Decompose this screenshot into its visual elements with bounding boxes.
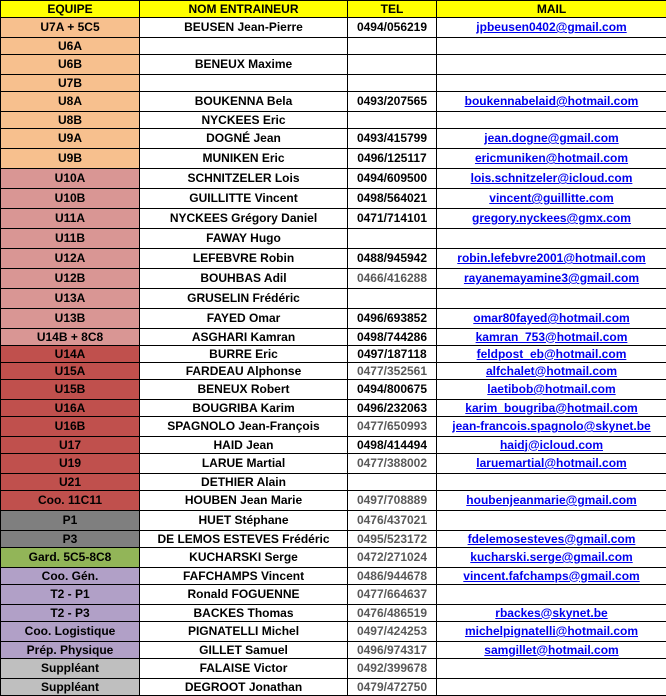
mail-cell bbox=[437, 55, 666, 75]
team-cell: U17 bbox=[1, 437, 140, 454]
mail-cell bbox=[437, 474, 666, 491]
table-row bbox=[1, 346, 666, 363]
table-row bbox=[1, 129, 666, 149]
coach-cell: PIGNATELLI Michel bbox=[140, 622, 348, 642]
team-cell: U7A + 5C5 bbox=[1, 18, 140, 38]
coach-cell: HAID Jean bbox=[140, 437, 348, 454]
tel-cell: 0466/416288 bbox=[348, 269, 437, 289]
tel-cell: 0497/187118 bbox=[348, 346, 437, 363]
tel-cell: 0497/424253 bbox=[348, 622, 437, 642]
mail-cell bbox=[437, 38, 666, 55]
coach-cell: KUCHARSKI Serge bbox=[140, 548, 348, 568]
mail-link[interactable]: rayanemayamine3@gmail.com bbox=[464, 271, 639, 285]
coach-cell bbox=[140, 38, 348, 55]
coach-cell: BOUHBAS Adil bbox=[140, 269, 348, 289]
tel-cell bbox=[348, 289, 437, 309]
table-row bbox=[1, 229, 666, 249]
team-cell: U14A bbox=[1, 346, 140, 363]
team-cell: Gard. 5C5-8C8 bbox=[1, 548, 140, 568]
team-cell: U13A bbox=[1, 289, 140, 309]
mail-link[interactable]: michelpignatelli@hotmail.com bbox=[465, 624, 638, 638]
mail-cell bbox=[437, 112, 666, 129]
tel-cell: 0493/415799 bbox=[348, 129, 437, 149]
coach-cell: BOUKENNA Bela bbox=[140, 92, 348, 112]
header-equipe: EQUIPE bbox=[1, 1, 140, 18]
table-row bbox=[1, 169, 666, 189]
coach-cell: BENEUX Robert bbox=[140, 380, 348, 400]
mail-cell bbox=[437, 329, 666, 346]
mail-cell bbox=[437, 511, 666, 531]
table-row bbox=[1, 289, 666, 309]
mail-cell bbox=[437, 346, 666, 363]
table-row bbox=[1, 249, 666, 269]
table-row bbox=[1, 18, 666, 38]
team-cell: Coo. Logistique bbox=[1, 622, 140, 642]
mail-link[interactable]: gregory.nyckees@gmx.com bbox=[472, 211, 631, 225]
mail-cell bbox=[437, 679, 666, 696]
coach-cell: DOGNÉ Jean bbox=[140, 129, 348, 149]
mail-cell bbox=[437, 659, 666, 679]
team-cell: U15B bbox=[1, 380, 140, 400]
table-row bbox=[1, 548, 666, 568]
team-cell: Coo. 11C11 bbox=[1, 491, 140, 511]
mail-link[interactable]: vincent.fafchamps@gmail.com bbox=[463, 569, 639, 583]
mail-link[interactable]: laetibob@hotmail.com bbox=[487, 382, 615, 396]
tel-cell: 0496/974317 bbox=[348, 642, 437, 659]
mail-link[interactable]: lois.schnitzeler@icloud.com bbox=[471, 171, 633, 185]
coach-cell: HOUBEN Jean Marie bbox=[140, 491, 348, 511]
mail-cell bbox=[437, 454, 666, 474]
coach-cell: NYCKEES Eric bbox=[140, 112, 348, 129]
tel-cell: 0476/437021 bbox=[348, 511, 437, 531]
coach-cell: BACKES Thomas bbox=[140, 605, 348, 622]
team-cell: P1 bbox=[1, 511, 140, 531]
team-cell: T2 - P1 bbox=[1, 585, 140, 605]
coach-cell: DE LEMOS ESTEVES Frédéric bbox=[140, 531, 348, 548]
table-row bbox=[1, 417, 666, 437]
mail-cell bbox=[437, 417, 666, 437]
mail-cell bbox=[437, 437, 666, 454]
tel-cell: 0472/271024 bbox=[348, 548, 437, 568]
mail-cell bbox=[437, 309, 666, 329]
header-nom-entraineur: NOM ENTRAINEUR bbox=[140, 1, 348, 18]
team-cell: U13B bbox=[1, 309, 140, 329]
team-cell: T2 - P3 bbox=[1, 605, 140, 622]
mail-cell bbox=[437, 642, 666, 659]
team-cell: U12B bbox=[1, 269, 140, 289]
coach-cell: BEUSEN Jean-Pierre bbox=[140, 18, 348, 38]
team-cell: U8A bbox=[1, 92, 140, 112]
tel-cell: 0496/125117 bbox=[348, 149, 437, 169]
coach-cell bbox=[140, 75, 348, 92]
tel-cell: 0498/414494 bbox=[348, 437, 437, 454]
table-row bbox=[1, 55, 666, 75]
mail-link[interactable]: samgillet@hotmail.com bbox=[484, 643, 618, 657]
table-row bbox=[1, 585, 666, 605]
tel-cell: 0492/399678 bbox=[348, 659, 437, 679]
mail-cell bbox=[437, 129, 666, 149]
team-cell: U15A bbox=[1, 363, 140, 380]
table-row bbox=[1, 329, 666, 346]
tel-cell bbox=[348, 112, 437, 129]
team-cell: Prép. Physique bbox=[1, 642, 140, 659]
table-body bbox=[1, 18, 666, 696]
header-row bbox=[1, 1, 666, 18]
tel-cell: 0498/564021 bbox=[348, 189, 437, 209]
mail-cell bbox=[437, 229, 666, 249]
tel-cell: 0493/207565 bbox=[348, 92, 437, 112]
mail-link[interactable]: haidj@icloud.com bbox=[500, 438, 603, 452]
coach-cell: ASGHARI Kamran bbox=[140, 329, 348, 346]
table-row bbox=[1, 531, 666, 548]
coach-cell: NYCKEES Grégory Daniel bbox=[140, 209, 348, 229]
mail-cell bbox=[437, 548, 666, 568]
table-row bbox=[1, 568, 666, 585]
coach-cell: FAWAY Hugo bbox=[140, 229, 348, 249]
table-row bbox=[1, 437, 666, 454]
mail-cell bbox=[437, 531, 666, 548]
table-row bbox=[1, 642, 666, 659]
tel-cell: 0494/800675 bbox=[348, 380, 437, 400]
team-cell: U9B bbox=[1, 149, 140, 169]
mail-cell bbox=[437, 18, 666, 38]
coach-cell: GRUSELIN Frédéric bbox=[140, 289, 348, 309]
mail-cell bbox=[437, 400, 666, 417]
coach-cell: BURRE Eric bbox=[140, 346, 348, 363]
tel-cell: 0486/944678 bbox=[348, 568, 437, 585]
table-row bbox=[1, 380, 666, 400]
coach-cell: FALAISE Victor bbox=[140, 659, 348, 679]
table-row bbox=[1, 269, 666, 289]
mail-cell bbox=[437, 169, 666, 189]
tel-cell: 0479/472750 bbox=[348, 679, 437, 696]
coach-cell: FARDEAU Alphonse bbox=[140, 363, 348, 380]
table-row bbox=[1, 363, 666, 380]
tel-cell: 0476/486519 bbox=[348, 605, 437, 622]
team-cell: U10A bbox=[1, 169, 140, 189]
team-cell: U8B bbox=[1, 112, 140, 129]
team-cell: U14B + 8C8 bbox=[1, 329, 140, 346]
team-cell: U10B bbox=[1, 189, 140, 209]
mail-link[interactable]: kucharski.serge@gmail.com bbox=[470, 550, 632, 564]
tel-cell bbox=[348, 55, 437, 75]
coach-cell: Ronald FOGUENNE bbox=[140, 585, 348, 605]
table-row bbox=[1, 149, 666, 169]
table-row bbox=[1, 209, 666, 229]
mail-link[interactable]: omar80fayed@hotmail.com bbox=[473, 311, 629, 325]
mail-link[interactable]: ericmuniken@hotmail.com bbox=[475, 151, 628, 165]
mail-link[interactable]: kamran_753@hotmail.com bbox=[476, 330, 628, 344]
table-row bbox=[1, 309, 666, 329]
mail-link[interactable]: alfchalet@hotmail.com bbox=[486, 364, 617, 378]
mail-link[interactable]: boukennabelaid@hotmail.com bbox=[465, 94, 639, 108]
mail-cell bbox=[437, 189, 666, 209]
mail-link[interactable]: jean.dogne@gmail.com bbox=[484, 131, 618, 145]
coach-cell: BOUGRIBA Karim bbox=[140, 400, 348, 417]
mail-cell bbox=[437, 149, 666, 169]
team-cell: Coo. Gén. bbox=[1, 568, 140, 585]
tel-cell: 0497/708889 bbox=[348, 491, 437, 511]
coach-cell: LEFEBVRE Robin bbox=[140, 249, 348, 269]
coach-cell: HUET Stéphane bbox=[140, 511, 348, 531]
mail-link[interactable]: vincent@guillitte.com bbox=[489, 191, 613, 205]
table-row bbox=[1, 189, 666, 209]
table-row bbox=[1, 400, 666, 417]
mail-cell bbox=[437, 289, 666, 309]
mail-cell bbox=[437, 209, 666, 229]
table-row bbox=[1, 679, 666, 696]
table-row bbox=[1, 605, 666, 622]
coach-cell: GILLET Samuel bbox=[140, 642, 348, 659]
table-row bbox=[1, 454, 666, 474]
coach-cell: DEGROOT Jonathan bbox=[140, 679, 348, 696]
mail-cell bbox=[437, 92, 666, 112]
mail-link[interactable]: rbackes@skynet.be bbox=[495, 606, 607, 620]
table-row bbox=[1, 622, 666, 642]
mail-link[interactable]: feldpost_eb@hotmail.com bbox=[477, 347, 627, 361]
coach-cell: FAFCHAMPS Vincent bbox=[140, 568, 348, 585]
tel-cell bbox=[348, 229, 437, 249]
tel-cell bbox=[348, 474, 437, 491]
team-cell: P3 bbox=[1, 531, 140, 548]
coach-cell: MUNIKEN Eric bbox=[140, 149, 348, 169]
team-cell: U6A bbox=[1, 38, 140, 55]
mail-link[interactable]: robin.lefebvre2001@hotmail.com bbox=[457, 251, 645, 265]
tel-cell: 0477/664637 bbox=[348, 585, 437, 605]
tel-cell: 0488/945942 bbox=[348, 249, 437, 269]
mail-cell bbox=[437, 363, 666, 380]
table-row bbox=[1, 659, 666, 679]
tel-cell: 0496/232063 bbox=[348, 400, 437, 417]
mail-link[interactable]: houbenjeanmarie@gmail.com bbox=[466, 493, 636, 507]
table-row bbox=[1, 75, 666, 92]
mail-cell bbox=[437, 249, 666, 269]
mail-cell bbox=[437, 491, 666, 511]
mail-link[interactable]: jean-francois.spagnolo@skynet.be bbox=[452, 419, 650, 433]
table-row bbox=[1, 474, 666, 491]
team-cell: U16B bbox=[1, 417, 140, 437]
mail-cell bbox=[437, 75, 666, 92]
mail-cell bbox=[437, 269, 666, 289]
coach-cell: BENEUX Maxime bbox=[140, 55, 348, 75]
coach-cell: DETHIER Alain bbox=[140, 474, 348, 491]
tel-cell bbox=[348, 38, 437, 55]
header-tel: TEL bbox=[348, 1, 437, 18]
team-cell: Suppléant bbox=[1, 659, 140, 679]
team-cell: U16A bbox=[1, 400, 140, 417]
table-row bbox=[1, 92, 666, 112]
coach-cell: SCHNITZELER Lois bbox=[140, 169, 348, 189]
team-cell: U19 bbox=[1, 454, 140, 474]
mail-cell bbox=[437, 568, 666, 585]
tel-cell: 0494/609500 bbox=[348, 169, 437, 189]
tel-cell: 0477/352561 bbox=[348, 363, 437, 380]
table-row bbox=[1, 511, 666, 531]
coach-cell: LARUE Martial bbox=[140, 454, 348, 474]
team-cell: Suppléant bbox=[1, 679, 140, 696]
team-cell: U9A bbox=[1, 129, 140, 149]
tel-cell: 0498/744286 bbox=[348, 329, 437, 346]
team-cell: U7B bbox=[1, 75, 140, 92]
tel-cell bbox=[348, 75, 437, 92]
table-row bbox=[1, 112, 666, 129]
header-mail: MAIL bbox=[437, 1, 666, 18]
mail-cell bbox=[437, 380, 666, 400]
tel-cell: 0471/714101 bbox=[348, 209, 437, 229]
team-cell: U12A bbox=[1, 249, 140, 269]
tel-cell: 0477/650993 bbox=[348, 417, 437, 437]
team-cell: U11B bbox=[1, 229, 140, 249]
tel-cell: 0496/693852 bbox=[348, 309, 437, 329]
tel-cell: 0495/523172 bbox=[348, 531, 437, 548]
mail-link[interactable]: laruemartial@hotmail.com bbox=[476, 456, 626, 470]
coach-cell: GUILLITTE Vincent bbox=[140, 189, 348, 209]
team-cell: U6B bbox=[1, 55, 140, 75]
tel-cell: 0494/056219 bbox=[348, 18, 437, 38]
team-cell: U21 bbox=[1, 474, 140, 491]
mail-link[interactable]: karim_bougriba@hotmail.com bbox=[465, 401, 637, 415]
mail-cell bbox=[437, 622, 666, 642]
mail-cell bbox=[437, 585, 666, 605]
team-cell: U11A bbox=[1, 209, 140, 229]
coach-cell: FAYED Omar bbox=[140, 309, 348, 329]
coach-cell: SPAGNOLO Jean-François bbox=[140, 417, 348, 437]
tel-cell: 0477/388002 bbox=[348, 454, 437, 474]
table-row bbox=[1, 38, 666, 55]
mail-cell bbox=[437, 605, 666, 622]
mail-link[interactable]: fdelemosesteves@gmail.com bbox=[468, 532, 636, 546]
table-row bbox=[1, 491, 666, 511]
mail-link[interactable]: jpbeusen0402@gmail.com bbox=[476, 20, 626, 34]
